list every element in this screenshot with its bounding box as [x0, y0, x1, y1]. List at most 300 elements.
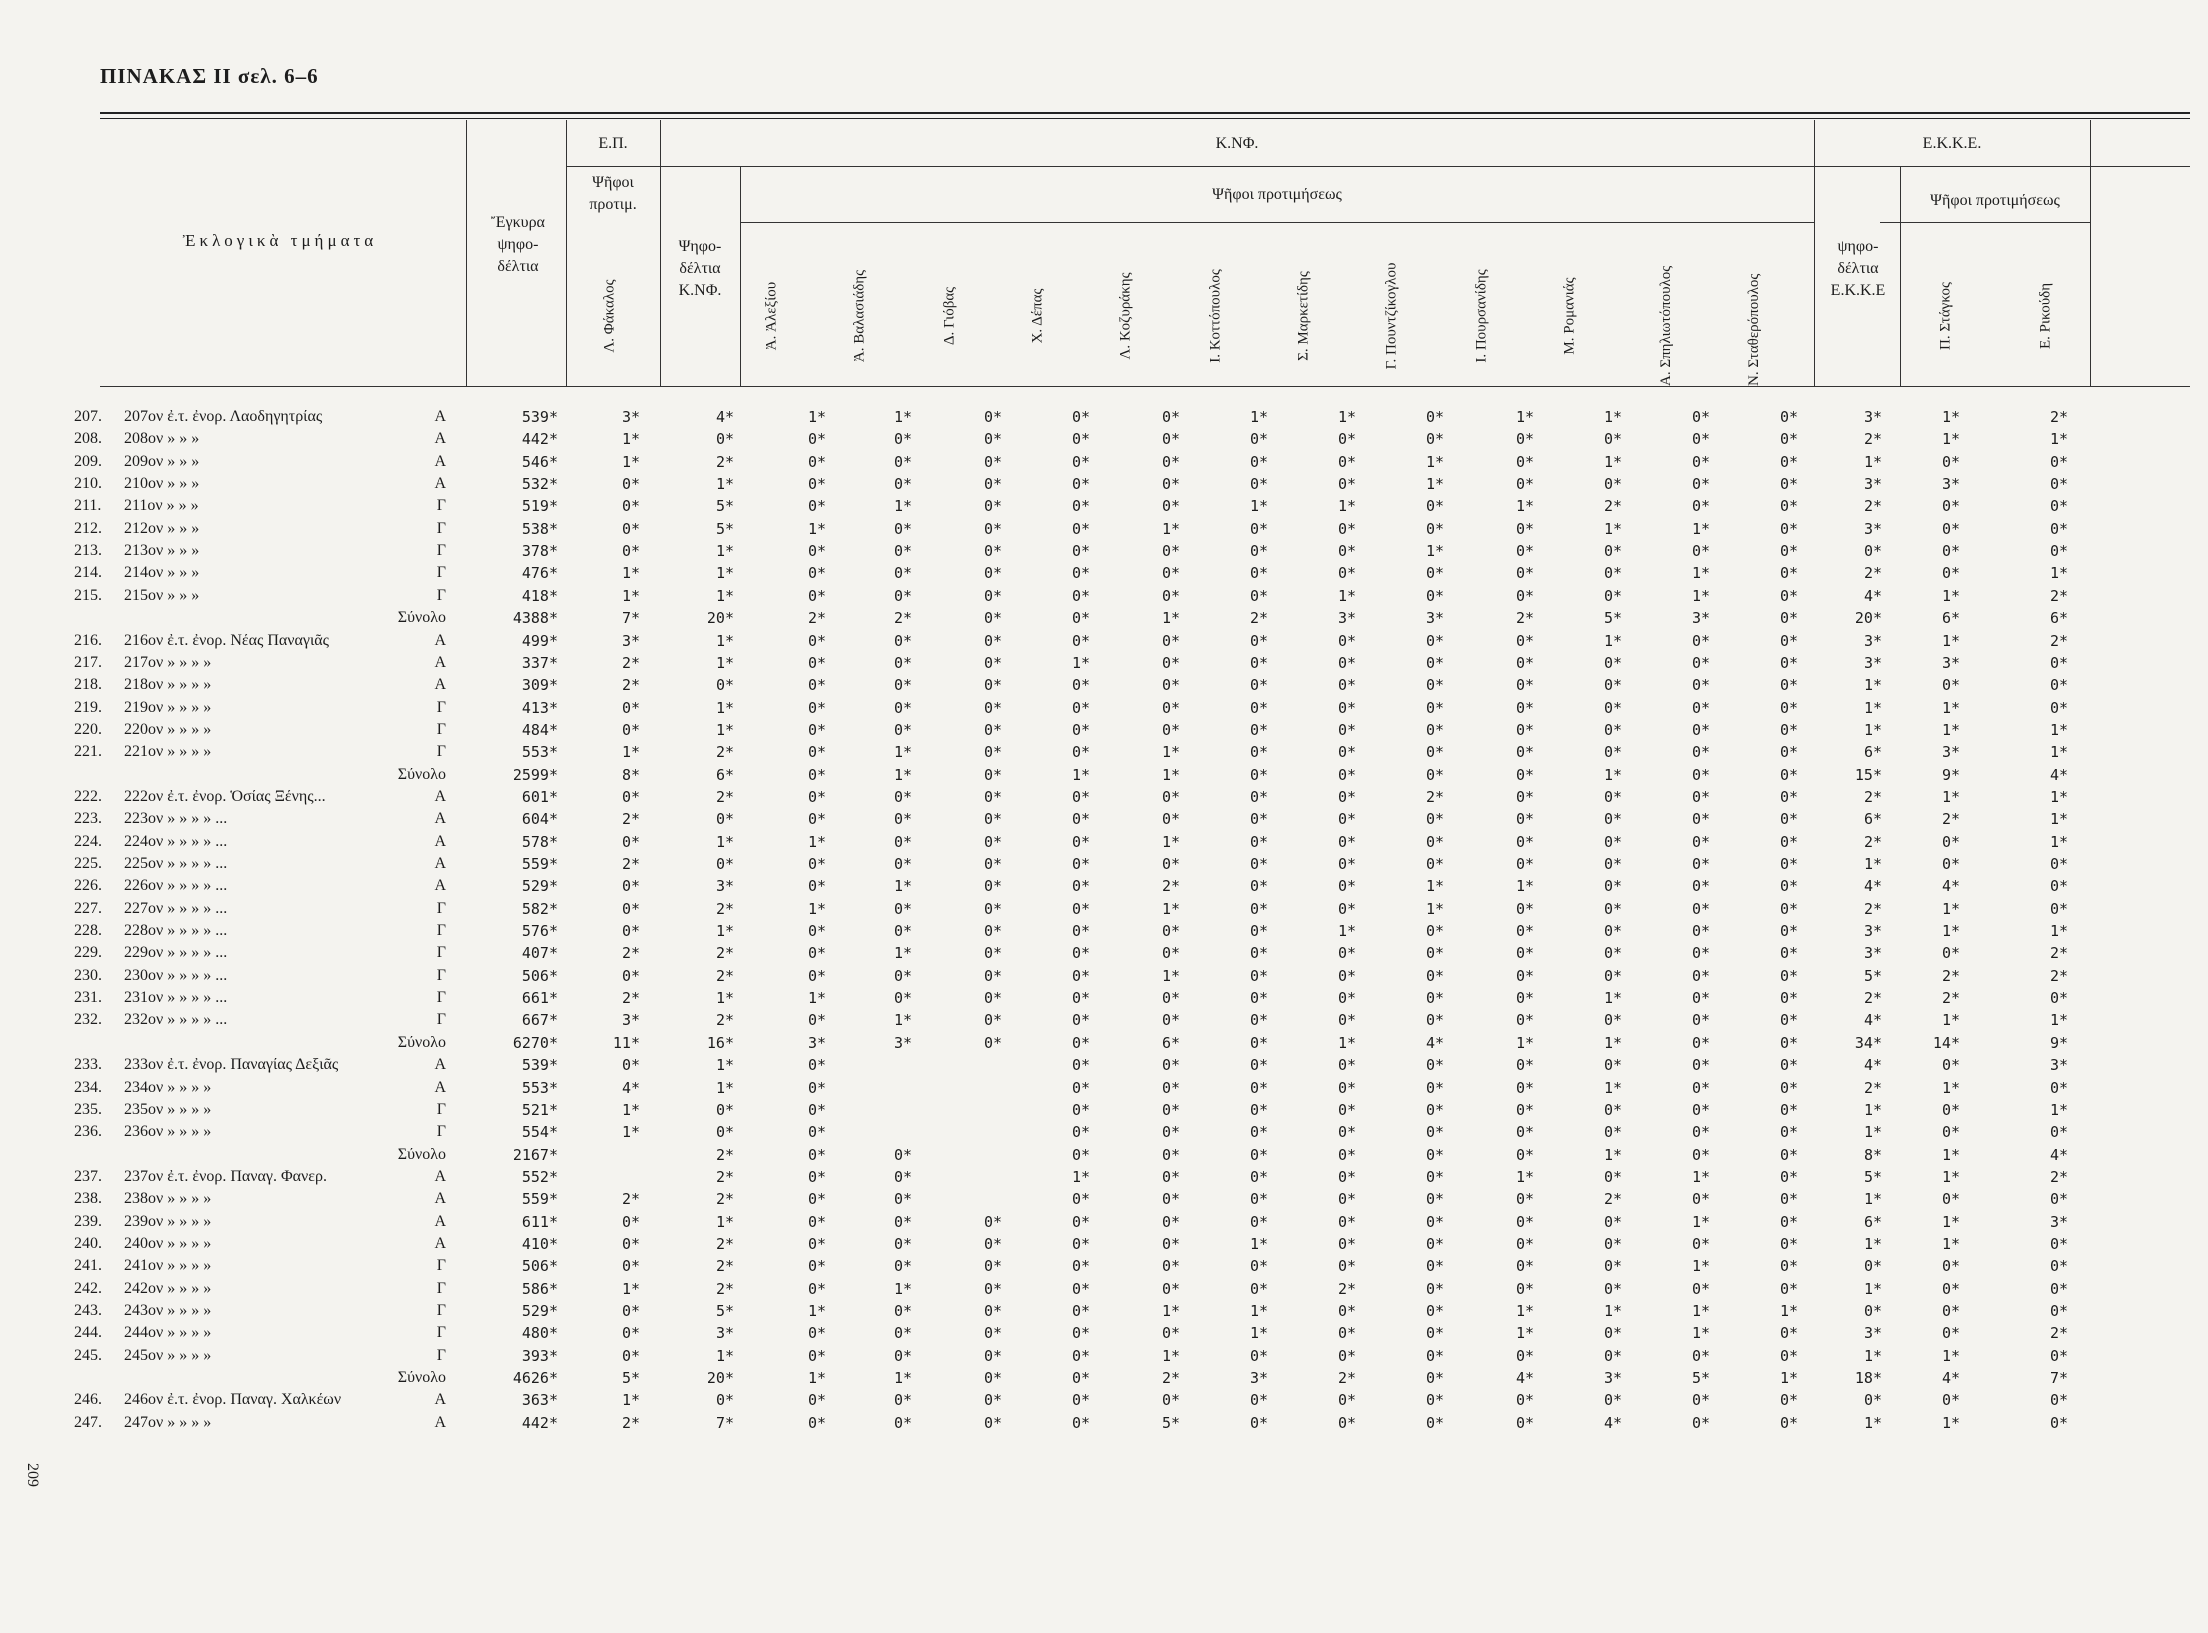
total-label: Σύνολο	[397, 765, 446, 783]
valid-ballots-cell: 661*	[521, 989, 558, 1008]
vote-cell: 0*	[1249, 653, 1268, 672]
table-row	[0, 406, 2208, 428]
vote-cell: 0*	[621, 475, 640, 494]
vote-cell: 0*	[1941, 452, 1960, 471]
row-label	[74, 987, 446, 1009]
vote-cell: 2*	[2049, 944, 2068, 963]
vote-cell: 0*	[1515, 966, 1534, 985]
vote-cell: 0*	[1337, 542, 1356, 561]
table-row	[0, 652, 2208, 674]
vote-cell: 1*	[1249, 1234, 1268, 1253]
table-row	[0, 942, 2208, 964]
row-label	[74, 1144, 446, 1166]
row-label	[74, 1077, 446, 1099]
vote-cell: 0*	[1691, 966, 1710, 985]
vote-cell: 6*	[1941, 609, 1960, 628]
vote-cell: 3*	[715, 1324, 734, 1343]
vote-cell: 0*	[1515, 922, 1534, 941]
vote-cell: 0*	[1515, 564, 1534, 583]
vote-cell: 5*	[715, 1302, 734, 1320]
table-row	[0, 562, 2208, 584]
vote-cell: 0*	[1161, 698, 1180, 717]
vote-cell: 0*	[1603, 743, 1622, 762]
vote-cell: 1*	[807, 989, 826, 1008]
vote-cell: 1*	[1603, 1078, 1622, 1097]
vote-cell: 0*	[893, 542, 912, 561]
vote-cell: 2*	[2049, 408, 2068, 426]
vote-cell: 0*	[1515, 1279, 1534, 1298]
vote-cell: 0*	[893, 1346, 912, 1365]
vote-cell: 0*	[2049, 653, 2068, 672]
vote-cell: 0*	[1337, 1123, 1356, 1142]
vote-cell: 0*	[807, 1145, 826, 1164]
vote-cell: 0*	[1515, 989, 1534, 1008]
vote-cell: 0*	[807, 1234, 826, 1253]
row-number: 210.	[74, 475, 102, 493]
section-name: 239ον » » » »	[124, 1212, 212, 1230]
vote-cell: 0*	[807, 787, 826, 806]
vote-cell: 15*	[1854, 765, 1882, 784]
vote-cell: 0*	[1691, 765, 1710, 784]
vote-cell: 0*	[1071, 1145, 1090, 1164]
vote-cell: 1*	[893, 1279, 912, 1298]
vote-cell: 1*	[1603, 452, 1622, 471]
row-label	[74, 428, 446, 450]
vote-cell: 0*	[2049, 1302, 2068, 1320]
vote-cell: 3*	[1863, 1324, 1882, 1343]
vote-cell: 0*	[1071, 1346, 1090, 1365]
vote-cell: 0*	[807, 1391, 826, 1410]
vote-cell: 0*	[1941, 564, 1960, 583]
vote-cell: 0*	[1515, 653, 1534, 672]
vote-cell: 1*	[1337, 1033, 1356, 1052]
vote-cell: 0*	[1425, 743, 1444, 762]
vote-cell: 0*	[1161, 855, 1180, 873]
vote-cell: 0*	[1603, 899, 1622, 918]
vote-cell: 0*	[983, 1279, 1002, 1298]
section-name: 240ον » » » »	[124, 1234, 212, 1252]
vote-cell: 0*	[1779, 1212, 1798, 1231]
vote-cell: 0*	[1515, 787, 1534, 806]
vote-cell: 0*	[2049, 1123, 2068, 1142]
vote-cell: 1*	[1863, 1346, 1882, 1365]
vote-cell: 1*	[1941, 1413, 1960, 1432]
vote-cell: 0*	[1515, 1212, 1534, 1231]
vote-cell: 1*	[1941, 631, 1960, 650]
vote-cell: 1*	[621, 452, 640, 471]
vote-cell: 0*	[1337, 743, 1356, 762]
vote-cell: 0*	[807, 765, 826, 784]
vote-cell: 0*	[2049, 1078, 2068, 1097]
vote-cell: 1*	[1249, 1324, 1268, 1343]
vote-cell: 0*	[1941, 1302, 1960, 1320]
vote-cell: 0*	[1691, 877, 1710, 896]
row-label	[74, 585, 446, 607]
vote-cell: 1*	[2049, 743, 2068, 762]
vote-cell: 0*	[1425, 1346, 1444, 1365]
vote-cell: 0*	[1161, 787, 1180, 806]
vote-cell: 0*	[715, 1391, 734, 1410]
vote-cell: 0*	[1515, 1391, 1534, 1410]
vote-cell: 0*	[1161, 1011, 1180, 1030]
vote-cell: 0*	[1691, 810, 1710, 829]
vote-cell: 0*	[1779, 564, 1798, 583]
row-label	[74, 1367, 446, 1389]
vote-cell: 1*	[1161, 1302, 1180, 1320]
vote-cell: 0*	[621, 519, 640, 538]
vote-cell: 6*	[1161, 1033, 1180, 1052]
valid-ballots-cell: 519*	[521, 497, 558, 516]
valid-ballots-cell: 476*	[521, 564, 558, 583]
vote-cell: 0*	[1779, 966, 1798, 985]
section-type: Α	[434, 1167, 446, 1185]
vote-cell: 1*	[1161, 966, 1180, 985]
section-name: 209ον » » »	[124, 452, 200, 470]
vote-cell: 0*	[2049, 877, 2068, 896]
vote-cell: 0*	[893, 966, 912, 985]
vote-cell: 0*	[1071, 452, 1090, 471]
row-label	[74, 1009, 446, 1031]
vote-cell: 0*	[1071, 899, 1090, 918]
row-label	[74, 540, 446, 562]
vote-cell: 0*	[893, 810, 912, 829]
row-label	[74, 562, 446, 584]
vote-cell: 1*	[2049, 1011, 2068, 1030]
vote-cell: 4*	[1863, 586, 1882, 605]
vote-cell: 0*	[807, 1078, 826, 1097]
vote-cell: 1*	[715, 922, 734, 941]
vote-cell: 0*	[1863, 1257, 1882, 1276]
vote-cell: 1*	[1691, 1302, 1710, 1320]
vote-cell: 34*	[1854, 1033, 1882, 1052]
vote-cell: 0*	[1779, 855, 1798, 873]
vote-cell: 3*	[1425, 609, 1444, 628]
vote-cell: 0*	[983, 586, 1002, 605]
vote-cell	[560, 1166, 640, 1188]
vote-cell: 4*	[1425, 1033, 1444, 1052]
vote-cell: 0*	[1161, 1167, 1180, 1186]
vote-cell: 11*	[612, 1033, 640, 1052]
total-row	[0, 1367, 2208, 1389]
vote-cell: 1*	[1779, 1302, 1798, 1320]
vote-cell: 2*	[1863, 1078, 1882, 1097]
vote-cell: 0*	[1249, 564, 1268, 583]
vote-cell: 1*	[621, 430, 640, 449]
vote-cell: 0*	[807, 564, 826, 583]
vote-cell: 0*	[1249, 787, 1268, 806]
vote-cell: 0*	[1249, 1145, 1268, 1164]
vote-cell: 2*	[715, 452, 734, 471]
vote-cell: 0*	[807, 1190, 826, 1209]
vote-cell: 0*	[1161, 922, 1180, 941]
vote-cell: 1*	[1691, 564, 1710, 583]
valid-ballots-cell: 553*	[521, 743, 558, 762]
vote-cell: 0*	[1161, 676, 1180, 695]
vote-cell: 0*	[1249, 519, 1268, 538]
vote-cell: 2*	[715, 743, 734, 762]
vote-cell: 0*	[1515, 1100, 1534, 1119]
vote-cell: 1*	[715, 586, 734, 605]
vote-cell: 0*	[983, 877, 1002, 896]
vote-cell: 1*	[1863, 676, 1882, 695]
vote-cell: 1*	[1863, 1234, 1882, 1253]
row-label	[74, 1322, 446, 1344]
vote-cell: 9*	[2049, 1033, 2068, 1052]
vote-cell: 1*	[1863, 1100, 1882, 1119]
row-label	[74, 719, 446, 741]
table-row	[0, 1077, 2208, 1099]
vote-cell: 0*	[1779, 542, 1798, 561]
vote-cell: 0*	[893, 519, 912, 538]
vote-cell: 0*	[1691, 1391, 1710, 1410]
vote-cell: 0*	[1071, 631, 1090, 650]
vote-cell: 0*	[983, 944, 1002, 963]
vote-cell: 0*	[1603, 944, 1622, 963]
section-type: Α	[434, 631, 446, 649]
table-row	[0, 719, 2208, 741]
table-row	[0, 1345, 2208, 1367]
vote-cell: 0*	[1071, 519, 1090, 538]
vote-cell: 0*	[1161, 408, 1180, 426]
vote-cell: 0*	[807, 944, 826, 963]
vote-cell: 0*	[1249, 922, 1268, 941]
valid-ballots-cell: 410*	[521, 1234, 558, 1253]
row-number: 213.	[74, 542, 102, 560]
vote-cell: 0*	[1249, 810, 1268, 829]
valid-ballots-cell: 309*	[521, 676, 558, 695]
total-row	[0, 1144, 2208, 1166]
vote-cell: 0*	[1779, 1346, 1798, 1365]
vote-cell: 0*	[1779, 922, 1798, 941]
header-valid-ballots: Ἔγκυρα ψηφο-δέλτια	[491, 214, 545, 275]
vote-cell: 1*	[1941, 698, 1960, 717]
valid-ballots-cell: 554*	[521, 1123, 558, 1142]
vote-cell: 0*	[1249, 430, 1268, 449]
vote-cell: 0*	[1161, 989, 1180, 1008]
total-label: Σύνολο	[397, 1033, 446, 1051]
vote-cell: 0*	[1515, 743, 1534, 762]
valid-ballots-cell: 506*	[521, 1257, 558, 1276]
table-row	[0, 875, 2208, 897]
row-number: 220.	[74, 720, 102, 738]
table-row	[0, 674, 2208, 696]
table-row	[0, 741, 2208, 763]
vote-cell: 0*	[1161, 1257, 1180, 1276]
vote-cell	[832, 1099, 912, 1121]
vote-cell: 4*	[715, 408, 734, 426]
vote-cell: 2*	[621, 1413, 640, 1432]
vote-cell: 0*	[893, 899, 912, 918]
vote-cell: 0*	[2049, 1346, 2068, 1365]
row-number: 246.	[74, 1391, 102, 1409]
vote-cell: 0*	[1161, 631, 1180, 650]
vote-cell: 1*	[1941, 1145, 1960, 1164]
vote-cell: 1*	[893, 944, 912, 963]
vote-cell: 0*	[1161, 653, 1180, 672]
vote-cell: 0*	[807, 452, 826, 471]
vote-cell: 0*	[715, 810, 734, 829]
vote-cell: 0*	[983, 810, 1002, 829]
vote-cell: 0*	[1425, 944, 1444, 963]
vote-cell: 0*	[1425, 430, 1444, 449]
vote-cell: 0*	[1249, 1011, 1268, 1030]
table-row	[0, 831, 2208, 853]
vote-cell: 5*	[1603, 609, 1622, 628]
vote-cell: 0*	[1941, 832, 1960, 851]
vote-cell: 4*	[1941, 877, 1960, 896]
vote-cell: 0*	[621, 1257, 640, 1276]
table-row	[0, 808, 2208, 830]
vote-cell: 0*	[1515, 1413, 1534, 1432]
section-name: 241ον » » » »	[124, 1257, 212, 1275]
vote-cell: 0*	[983, 1413, 1002, 1432]
vote-cell: 8*	[621, 765, 640, 784]
vote-cell: 0*	[1779, 609, 1798, 628]
vote-cell: 0*	[1071, 922, 1090, 941]
vote-cell: 0*	[1337, 877, 1356, 896]
section-name: 210ον » » »	[124, 475, 200, 493]
vote-cell: 0*	[621, 966, 640, 985]
vote-cell: 7*	[621, 609, 640, 628]
vote-cell: 0*	[1337, 1324, 1356, 1343]
vote-cell: 0*	[715, 1100, 734, 1119]
table-row	[0, 473, 2208, 495]
vote-cell: 0*	[893, 1391, 912, 1410]
vote-cell: 0*	[1941, 1123, 1960, 1142]
vote-cell: 3*	[1337, 609, 1356, 628]
section-type: Γ	[436, 966, 446, 984]
vote-cell: 0*	[807, 1279, 826, 1298]
section-type: Α	[434, 1212, 446, 1230]
vote-cell: 0*	[1161, 1100, 1180, 1119]
vote-cell: 0*	[893, 430, 912, 449]
vote-cell: 5*	[715, 519, 734, 538]
vote-cell: 0*	[1425, 676, 1444, 695]
vote-cell: 2*	[1161, 1369, 1180, 1388]
vote-cell: 3*	[1691, 609, 1710, 628]
vote-cell: 1*	[1161, 609, 1180, 628]
vote-cell: 0*	[2049, 1391, 2068, 1410]
row-number: 209.	[74, 452, 102, 470]
vote-cell: 0*	[983, 1234, 1002, 1253]
row-label	[74, 1211, 446, 1233]
vote-cell: 2*	[1863, 787, 1882, 806]
vote-cell: 0*	[983, 1391, 1002, 1410]
vote-cell: 0*	[983, 1212, 1002, 1231]
row-label	[74, 1255, 446, 1277]
vote-cell: 0*	[1603, 1234, 1622, 1253]
vote-cell: 1*	[2049, 832, 2068, 851]
vote-cell: 0*	[1691, 1033, 1710, 1052]
vote-cell: 1*	[2049, 787, 2068, 806]
valid-ballots-cell: 499*	[521, 631, 558, 650]
vote-cell: 0*	[1071, 430, 1090, 449]
vote-cell: 4*	[1863, 877, 1882, 896]
section-type: Α	[434, 1413, 446, 1431]
vote-cell: 4*	[1941, 1369, 1960, 1388]
vote-cell: 0*	[1779, 430, 1798, 449]
row-number: 236.	[74, 1123, 102, 1141]
vote-cell: 0*	[1603, 1123, 1622, 1142]
section-name: 238ον » » » »	[124, 1190, 212, 1208]
vote-cell: 0*	[1425, 586, 1444, 605]
section-name: 225ον » » » » ...	[124, 855, 228, 872]
vote-cell: 0*	[983, 1324, 1002, 1343]
row-label	[74, 853, 446, 875]
vote-cell: 0*	[1249, 1078, 1268, 1097]
section-type: Α	[434, 408, 446, 425]
vote-cell: 0*	[807, 586, 826, 605]
table-row	[0, 1188, 2208, 1210]
section-name: 221ον » » » »	[124, 743, 212, 761]
vote-cell: 0*	[1603, 430, 1622, 449]
vote-cell: 3*	[1941, 743, 1960, 762]
row-number: 223.	[74, 810, 102, 828]
vote-cell: 2*	[1863, 430, 1882, 449]
vote-cell: 0*	[1863, 542, 1882, 561]
vote-cell: 0*	[1691, 787, 1710, 806]
vote-cell: 1*	[1941, 787, 1960, 806]
vote-cell: 0*	[1249, 989, 1268, 1008]
section-name: 216ον ἐ.τ. ἐνορ. Νέας Παναγιᾶς	[124, 631, 329, 649]
vote-cell: 1*	[1161, 832, 1180, 851]
vote-cell: 0*	[1425, 989, 1444, 1008]
vote-cell: 0*	[1515, 698, 1534, 717]
vote-cell: 0*	[1249, 586, 1268, 605]
vote-cell: 0*	[807, 497, 826, 516]
valid-ballots-cell: 480*	[521, 1324, 558, 1343]
vote-cell: 1*	[1425, 452, 1444, 471]
vote-cell: 0*	[1779, 1100, 1798, 1119]
vote-cell: 3*	[1863, 944, 1882, 963]
vote-cell: 1*	[1249, 1302, 1268, 1320]
vote-cell: 3*	[1941, 653, 1960, 672]
vote-cell: 1*	[1691, 1167, 1710, 1186]
vote-cell: 0*	[893, 787, 912, 806]
vote-cell	[832, 1077, 912, 1099]
vote-cell: 0*	[1161, 1324, 1180, 1343]
vote-cell: 0*	[1071, 1078, 1090, 1097]
vote-cell: 3*	[1863, 519, 1882, 538]
candidate-header-knf-3: Χ. Δέπας	[1029, 288, 1046, 344]
vote-cell: 0*	[1161, 1212, 1180, 1231]
vote-cell: 2*	[2049, 1324, 2068, 1343]
valid-ballots-cell: 4626*	[512, 1369, 558, 1388]
header-kke-ballots: ψηφο-δέλτια Ε.Κ.Κ.Ε	[1830, 238, 1886, 299]
vote-cell: 5*	[1161, 1413, 1180, 1432]
row-label	[74, 473, 446, 495]
section-name: 222ον ἐ.τ. ἐνορ. Ὁσίας Ξένης...	[124, 787, 326, 805]
vote-cell: 3*	[1249, 1369, 1268, 1388]
vote-cell: 0*	[1515, 944, 1534, 963]
vote-cell: 0*	[1425, 832, 1444, 851]
row-number: 222.	[74, 787, 102, 805]
vote-cell: 0*	[1515, 1190, 1534, 1209]
vote-cell: 1*	[1337, 408, 1356, 426]
vote-cell: 0*	[1249, 698, 1268, 717]
vote-cell: 1*	[1691, 1324, 1710, 1343]
vote-cell: 1*	[807, 1302, 826, 1320]
valid-ballots-cell: 559*	[521, 855, 558, 873]
vote-cell: 0*	[1071, 698, 1090, 717]
vote-cell: 0*	[1249, 1056, 1268, 1075]
vote-cell: 0*	[807, 966, 826, 985]
candidate-header-kke-0: Π. Στάγκος	[1937, 282, 1954, 350]
vote-cell: 0*	[807, 676, 826, 695]
vote-cell: 4*	[1863, 1011, 1882, 1030]
valid-ballots-cell: 539*	[521, 408, 558, 426]
vote-cell: 0*	[1779, 944, 1798, 963]
